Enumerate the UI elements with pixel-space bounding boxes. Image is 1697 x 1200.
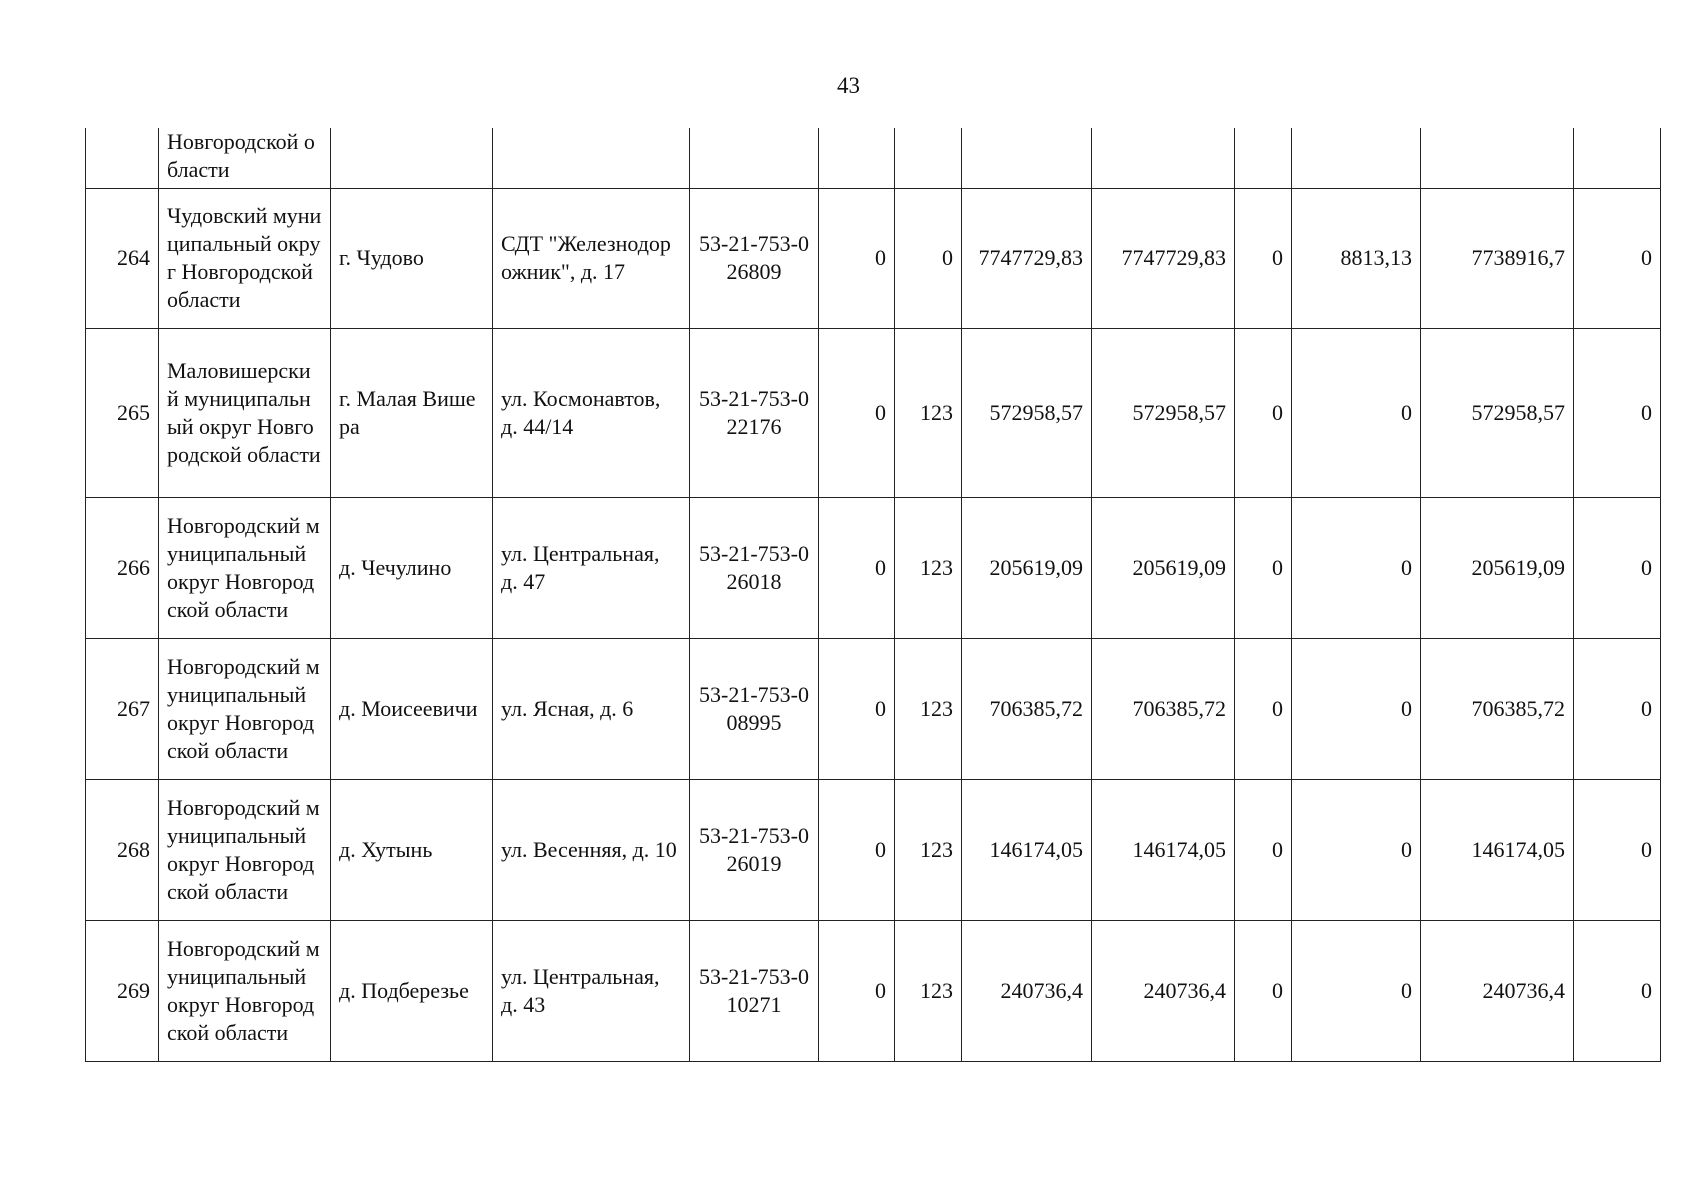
cell-value: 0 [1574,328,1661,497]
cell-value: 0 [895,188,962,328]
cell-amount: 0 [1292,920,1421,1061]
cell-address: ул. Ясная, д. 6 [493,638,690,779]
cell-empty [1235,128,1292,188]
cell-code: 53-21-753-010271 [690,920,819,1061]
cell-settlement: д. Хутынь [331,779,493,920]
cell-amount: 706385,72 [962,638,1092,779]
cell-value: 0 [819,920,895,1061]
cell-address: СДТ "Железнодорожник", д. 17 [493,188,690,328]
cell-value: 0 [1235,638,1292,779]
cell-value: 0 [819,779,895,920]
cell-empty [962,128,1092,188]
table-row [86,188,1661,328]
cell-empty [86,128,159,188]
cell-row-number: 264 [86,188,159,328]
cell-code: 53-21-753-022176 [690,328,819,497]
cell-row-number: 267 [86,638,159,779]
cell-value: 123 [895,328,962,497]
cell-empty [819,128,895,188]
cell-row-number: 266 [86,497,159,638]
cell-empty [895,128,962,188]
cell-settlement: г. Чудово [331,188,493,328]
cell-empty [331,128,493,188]
cell-empty [1421,128,1574,188]
cell-amount: 240736,4 [1092,920,1235,1061]
cell-row-number: 265 [86,328,159,497]
cell-value: 0 [1574,920,1661,1061]
cell-code: 53-21-753-008995 [690,638,819,779]
page-number: 43 [837,73,860,98]
cell-address: ул. Центральная, д. 43 [493,920,690,1061]
cell-empty [690,128,819,188]
cell-amount: 205619,09 [1421,497,1574,638]
table-row [86,497,1661,638]
cell-district: Маловишерский муниципальный округ Новгородской области [159,328,331,497]
cell-amount: 0 [1292,328,1421,497]
cell-amount: 8813,13 [1292,188,1421,328]
cell-value: 0 [819,497,895,638]
table-row-continuation [86,128,1661,188]
cell-amount: 572958,57 [1092,328,1235,497]
cell-value: 0 [1235,188,1292,328]
cell-amount: 146174,05 [962,779,1092,920]
cell-value: 0 [1574,497,1661,638]
cell-settlement: г. Малая Вишера [331,328,493,497]
cell-value: 0 [819,638,895,779]
cell-amount: 7738916,7 [1421,188,1574,328]
cell-district: Чудовский муниципальный округ Новгородской области [159,188,331,328]
cell-address: ул. Космонавтов, д. 44/14 [493,328,690,497]
cell-amount: 240736,4 [962,920,1092,1061]
cell-value: 0 [1574,638,1661,779]
cell-value: 123 [895,779,962,920]
cell-empty [493,128,690,188]
cell-value: 0 [819,188,895,328]
cell-value: 0 [1574,779,1661,920]
cell-amount: 146174,05 [1092,779,1235,920]
cell-empty [1292,128,1421,188]
cell-code: 53-21-753-026018 [690,497,819,638]
cell-amount: 572958,57 [962,328,1092,497]
table-row [86,638,1661,779]
cell-value: 123 [895,638,962,779]
cell-code: 53-21-753-026809 [690,188,819,328]
cell-row-number: 268 [86,779,159,920]
cell-value: 123 [895,920,962,1061]
cell-amount: 706385,72 [1421,638,1574,779]
cell-district: Новгородский муниципальный округ Новгородской области [159,638,331,779]
cell-address: ул. Центральная, д. 47 [493,497,690,638]
cell-amount: 0 [1292,638,1421,779]
cell-value: 0 [1235,920,1292,1061]
table-row [86,779,1661,920]
cell-amount: 7747729,83 [962,188,1092,328]
cell-address: ул. Весенняя, д. 10 [493,779,690,920]
cell-settlement: д. Подберезье [331,920,493,1061]
table-row [86,920,1661,1061]
cell-amount: 0 [1292,497,1421,638]
cell-settlement: д. Чечулино [331,497,493,638]
cell-amount: 706385,72 [1092,638,1235,779]
cell-value: 0 [819,328,895,497]
cell-settlement: д. Моисеевичи [331,638,493,779]
cell-amount: 240736,4 [1421,920,1574,1061]
cell-amount: 205619,09 [962,497,1092,638]
cell-value: 0 [1574,188,1661,328]
cell-empty [1574,128,1661,188]
cell-row-number: 269 [86,920,159,1061]
cell-code: 53-21-753-026019 [690,779,819,920]
cell-amount: 146174,05 [1421,779,1574,920]
cell-amount: 0 [1292,779,1421,920]
cell-district: Новгородской области [159,128,331,188]
cell-district: Новгородский муниципальный округ Новгородской области [159,779,331,920]
cell-amount: 572958,57 [1421,328,1574,497]
cell-value: 123 [895,497,962,638]
housing-register-table [85,128,1661,1062]
cell-value: 0 [1235,497,1292,638]
cell-value: 0 [1235,779,1292,920]
cell-district: Новгородский муниципальный округ Новгородской области [159,920,331,1061]
cell-value: 0 [1235,328,1292,497]
table-row [86,328,1661,497]
cell-empty [1092,128,1235,188]
cell-district: Новгородский муниципальный округ Новгородской области [159,497,331,638]
cell-amount: 7747729,83 [1092,188,1235,328]
cell-amount: 205619,09 [1092,497,1235,638]
